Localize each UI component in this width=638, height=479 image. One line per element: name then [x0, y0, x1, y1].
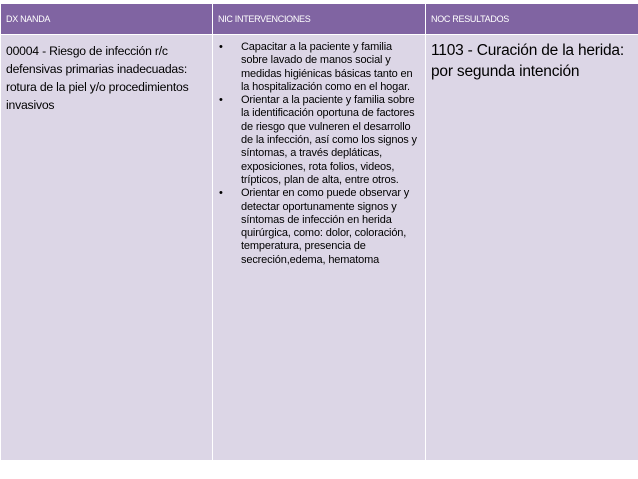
header-dx-nanda: DX NANDA: [1, 4, 213, 35]
nic-cell: [213, 35, 426, 461]
bullet-icon: •: [219, 187, 223, 200]
dx-diagnosis-text: 00004 - Riesgo de infección r/c defensivas primarias inadecuadas: rotura de la piel y/o procedimientos invasivos: [6, 44, 189, 112]
noc-cell: [426, 35, 638, 461]
header-row: [1, 4, 638, 35]
header-nic-intervenciones: NIC INTERVENCIONES: [213, 4, 426, 35]
nic-intervention-list: [213, 35, 425, 267]
list-item: [219, 187, 421, 267]
table-row: [1, 35, 638, 461]
nic-item-text: Capacitar a la paciente y familia sobre lavado de manos social y medidas higiénicas básicas tanto en la hospitalización como en el hogar.: [241, 41, 413, 93]
care-plan-table: [0, 3, 638, 461]
bullet-icon: •: [219, 41, 223, 53]
list-item: [219, 41, 421, 94]
nic-item-text: Orientar a la paciente y familia sobre la identificación oportuna de factores de riesgo que vulneren el desarrollo de la infección, así como los signos y síntomas, a través depláticas, exposiciones, rota folios, videos, trípticos, plan de alta, entre otros.: [241, 94, 417, 186]
header-noc-resultados: NOC RESULTADOS: [426, 4, 638, 35]
dx-cell: [1, 35, 213, 461]
list-item: [219, 94, 421, 187]
bullet-icon: •: [219, 94, 223, 107]
noc-result-text: 1103 - Curación de la herida: por segunda intención: [431, 42, 624, 80]
nic-item-text: Orientar en como puede observar y detectar oportunamente signos y síntomas de infección en herida quirúrgica, como: dolor, coloración, temperatura, presencia de secreción,edema, hematoma: [241, 187, 410, 266]
